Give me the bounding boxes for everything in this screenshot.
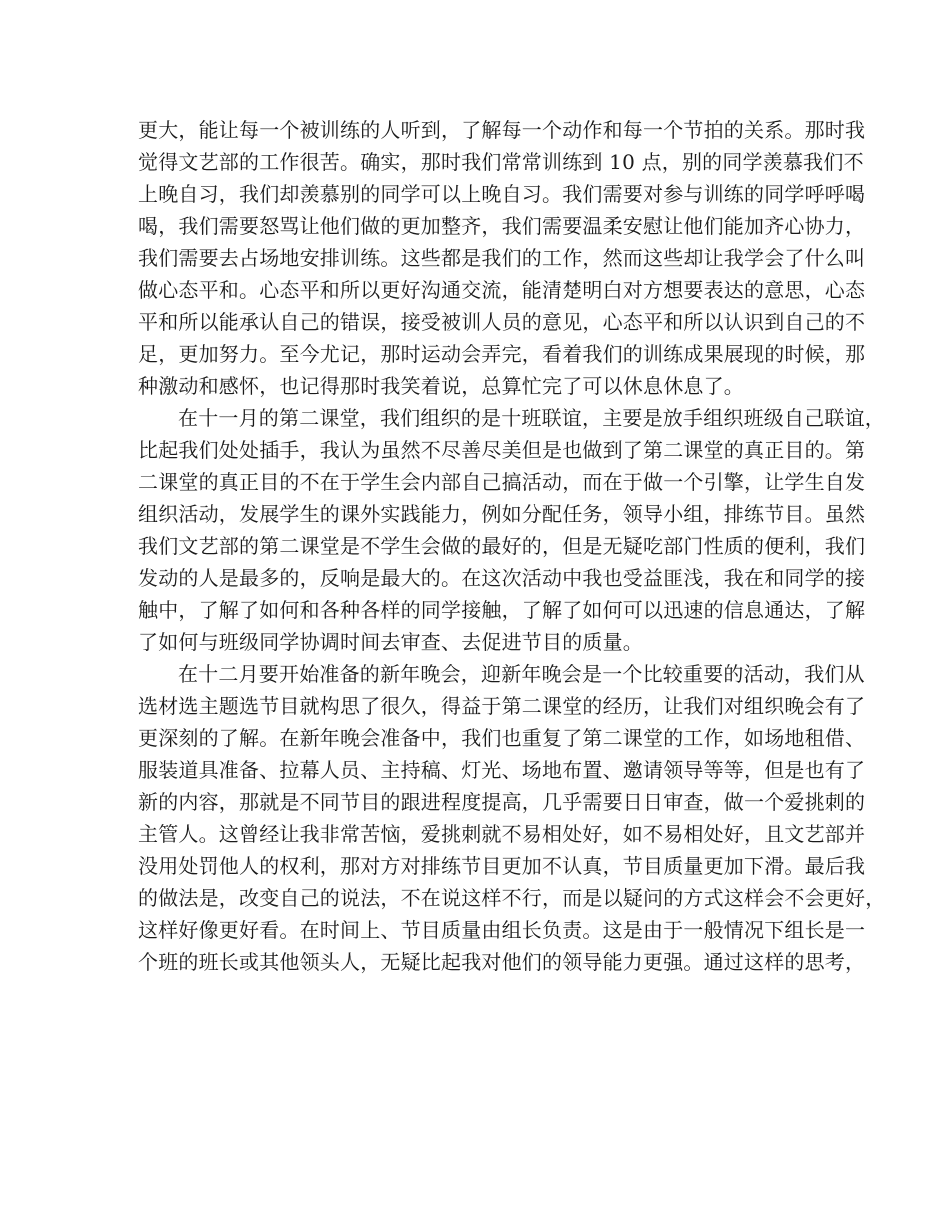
text-line: 种激动和感怀，也记得那时我笑着说，总算忙完了可以休息休息了。 (138, 374, 744, 398)
text-line: 触中，了解了如何和各种各样的同学接触，了解了如何可以迅速的信息通达，了解 (138, 598, 866, 622)
text-line: 的做法是，改变自己的说法，不在说这样不行，而是以疑问的方式这样会不会更好， (138, 886, 886, 910)
text-line: 我们需要去占场地安排训练。这些都是我们的工作，然而这些却让我学会了什么叫 (138, 246, 866, 270)
text-line: 主管人。这曾经让我非常苦恼，爱挑刺就不易相处好，如不易相处好，且文艺部并 (138, 822, 866, 846)
text-line: 二课堂的真正目的不在于学生会内部自己搞活动，而在于做一个引擎，让学生自发 (138, 470, 866, 494)
paragraph-first-line: 在十二月要开始准备的新年晚会，迎新年晚会是一个比较重要的活动，我们从 (178, 662, 865, 686)
text-line: 做心态平和。心态平和所以更好沟通交流，能清楚明白对方想要表达的意思，心态 (138, 278, 866, 302)
text-line: 比起我们处处插手，我认为虽然不尽善尽美但是也做到了第二课堂的真正目的。第 (138, 438, 866, 462)
text-line: 组织活动，发展学生的课外实践能力，例如分配任务，领导小组，排练节目。虽然 (138, 502, 866, 526)
text-line: 喝，我们需要怒骂让他们做的更加整齐，我们需要温柔安慰让他们能加齐心协力， (138, 214, 866, 238)
text-line: 发动的人是最多的，反响是最大的。在这次活动中我也受益匪浅，我在和同学的接 (138, 566, 866, 590)
text-line: 个班的班长或其他领头人，无疑比起我对他们的领导能力更强。通过这样的思考， (138, 950, 866, 974)
text-line: 上晚自习，我们却羡慕别的同学可以上晚自习。我们需要对参与训练的同学呼呼喝 (138, 182, 866, 206)
text-line: 了如何与班级同学协调时间去审查、去促进节目的质量。 (138, 630, 643, 654)
text-line: 服装道具准备、拉幕人员、主持稿、灯光、场地布置、邀请领导等等，但是也有了 (138, 758, 866, 782)
text-line: 更深刻的了解。在新年晚会准备中，我们也重复了第二课堂的工作，如场地租借、 (138, 726, 866, 750)
text-line: 选材选主题选节目就构思了很久，得益于第二课堂的经历，让我们对组织晚会有了 (138, 694, 866, 718)
text-line: 新的内容，那就是不同节目的跟进程度提高，几乎需要日日审查，做一个爱挑刺的 (138, 790, 866, 814)
text-line: 足，更加努力。至今尤记，那时运动会弄完，看着我们的训练成果展现的时候，那 (138, 342, 866, 366)
text-line: 没用处罚他人的权利，那对方对排练节目更加不认真，节目质量更加下滑。最后我 (138, 854, 866, 878)
text-line: 我们文艺部的第二课堂是不学生会做的最好的，但是无疑吃部门性质的便利，我们 (138, 534, 866, 558)
text-line: 觉得文艺部的工作很苦。确实，那时我们常常训练到 10 点，别的同学羡慕我们不 (138, 150, 864, 174)
text-line: 更大，能让每一个被训练的人听到，了解每一个动作和每一个节拍的关系。那时我 (138, 118, 866, 142)
text-line: 这样好像更好看。在时间上、节目质量由组长负责。这是由于一般情况下组长是一 (138, 918, 866, 942)
paragraph-first-line: 在十一月的第二课堂，我们组织的是十班联谊，主要是放手组织班级自己联谊， (178, 406, 885, 430)
text-line: 平和所以能承认自己的错误，接受被训人员的意见，心态平和所以认识到自己的不 (138, 310, 866, 334)
